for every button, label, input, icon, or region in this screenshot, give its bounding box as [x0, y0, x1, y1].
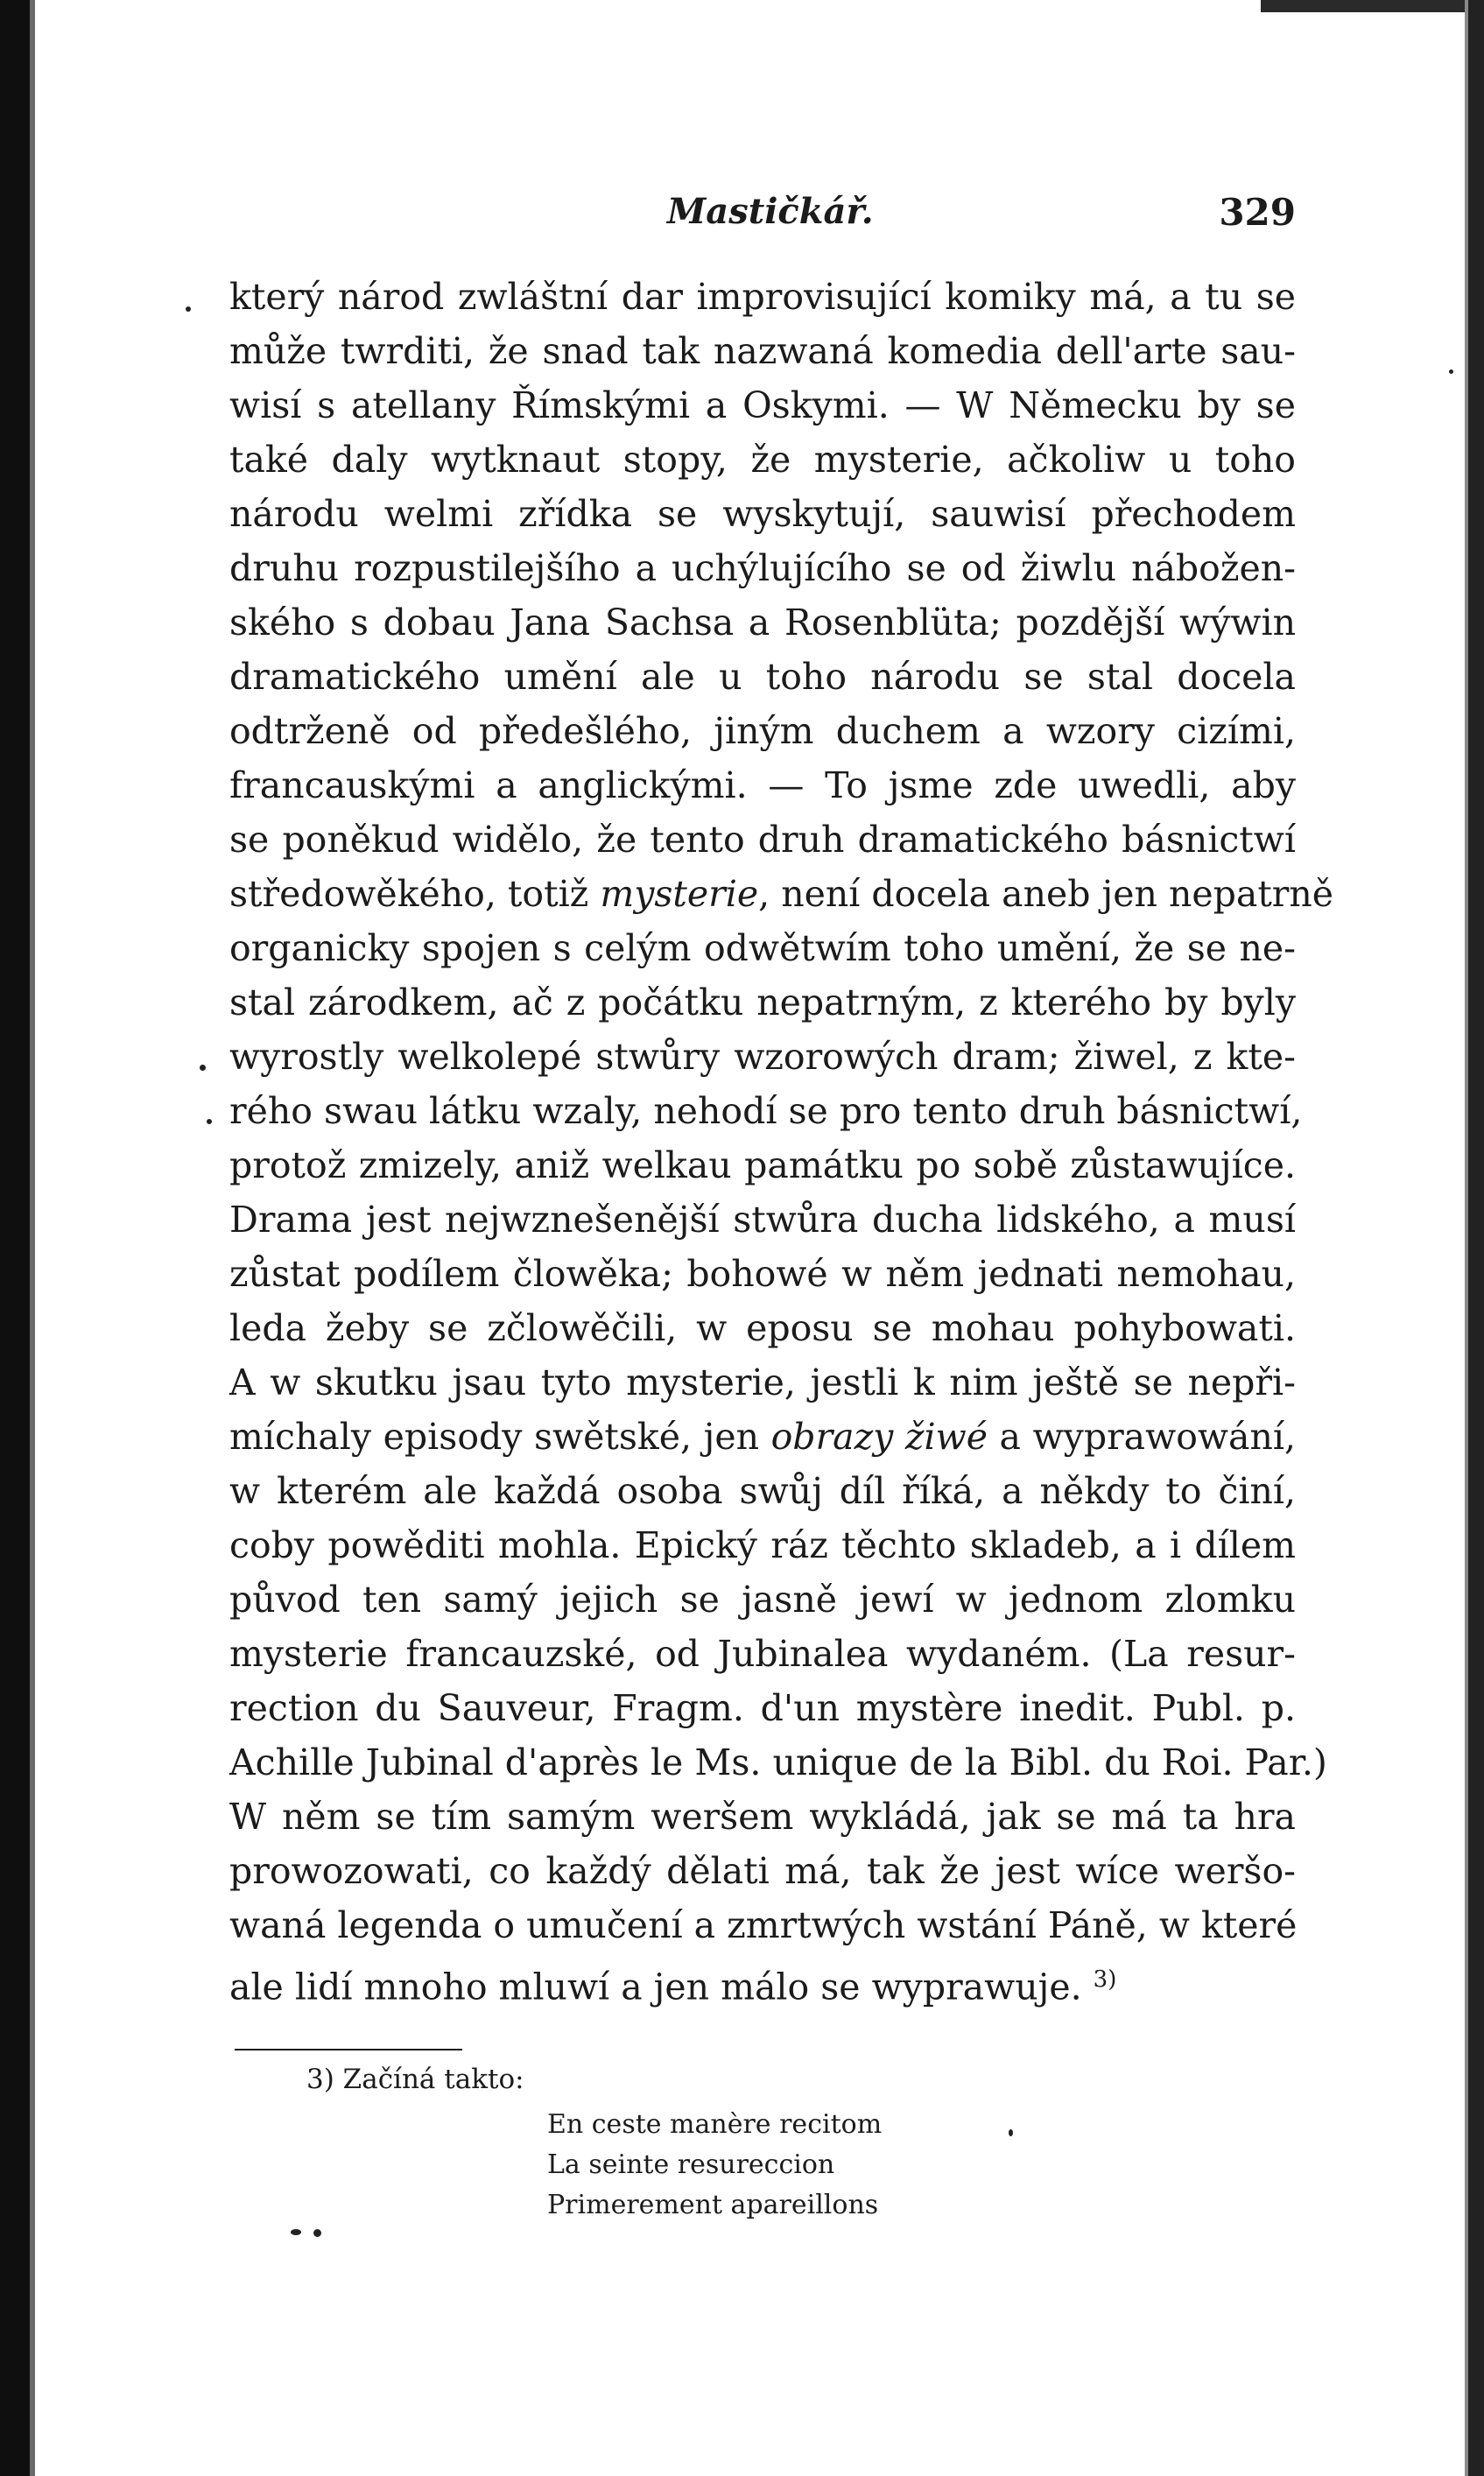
- text-line: W něm se tím samým weršem wykládá, jak se má ta hra: [229, 1796, 1296, 1838]
- italic-term: mysterie: [600, 873, 759, 915]
- verse-line: La seinte resureccion: [547, 2149, 835, 2180]
- text-line: leda žeby se zčlowěčili, w eposu se mohau pohybowati.: [229, 1307, 1296, 1349]
- text-line: waná legenda o umučení a zmrtwých wstání Páně, w které: [229, 1904, 1298, 1946]
- scan-speck: [313, 2229, 321, 2237]
- text-line: prowozowati, co každý dělati má, tak že jest wíce weršo-: [229, 1850, 1296, 1892]
- scan-edge-top: [1261, 0, 1484, 12]
- text-line: wisí s atellany Římskými a Oskymi. — W Německu by se: [229, 384, 1296, 426]
- text-line-with-italic: [229, 1410, 1296, 1464]
- footnote-marker[interactable]: 3): [1093, 1966, 1117, 1993]
- text-line: druhu rozpustilejšího a uchýlujícího se od žiwlu nábožen-: [229, 547, 1296, 589]
- text-line: Achille Jubinal d'après le Ms. unique de la Bibl. du Roi. Par.): [229, 1741, 1327, 1783]
- text-line: francauskými a anglickými. — To jsme zde uwedli, aby: [229, 764, 1296, 806]
- text-line: ského s dobau Jana Sachsa a Rosenblüta; pozdější wýwin: [229, 601, 1296, 644]
- footnote-divider: [235, 2049, 462, 2050]
- text-line: coby powěditi mohla. Epický ráz těchto skladeb, a i dílem: [229, 1524, 1296, 1566]
- text-segment: a wyprawowání,: [987, 1416, 1296, 1458]
- italic-term: obrazy žiwé: [770, 1416, 988, 1458]
- scan-speck: [1009, 2129, 1013, 2136]
- text-line: A w skutku jsau tyto mysterie, jestli k nim ještě se nepři-: [229, 1361, 1296, 1403]
- text-line: wyrostly welkolepé stwůry wzorowých dram; žiwel, z kte-: [229, 1036, 1296, 1078]
- running-title: Mastičkář.: [667, 191, 874, 232]
- text-line: dramatického umění ale u toho národu se stal docela: [229, 656, 1296, 698]
- text-line: rection du Sauveur, Fragm. d'un mystère inedit. Publ. p.: [229, 1687, 1296, 1729]
- text-segment: ale lidí mnoho mluwí a jen málo se wyprawuje.: [229, 1966, 1094, 2008]
- text-line: odtrženě od předešlého, jiným duchem a wzory cizími,: [229, 710, 1296, 752]
- page-number: 329: [1219, 191, 1296, 234]
- text-segment: středowěkého, totiž: [229, 873, 601, 915]
- text-line: rého swau látku wzaly, nehodí se pro tento druh básnictwí,: [229, 1090, 1303, 1132]
- text-line: také daly wytknaut stopy, že mysterie, ačkoliw u toho: [229, 439, 1296, 481]
- verse-line: En ceste manère recitom: [547, 2109, 883, 2140]
- text-line: původ ten samý jejich se jasně jewí w jednom zlomku: [229, 1579, 1296, 1621]
- text-segment: míchaly episody swětské, jen: [229, 1416, 771, 1458]
- text-line-with-italic: [229, 867, 1334, 921]
- scan-speck: [200, 1065, 206, 1071]
- text-line: protož zmizely, aniž welkau památku po sobě zůstawujíce.: [229, 1144, 1296, 1186]
- scan-speck: [291, 2229, 301, 2235]
- text-line: se poněkud widělo, že tento druh dramatického básnictwí: [229, 819, 1296, 861]
- text-line: může twrditi, že snad tak nazwaná komedia dell'arte sau-: [229, 330, 1296, 372]
- body-text: [229, 270, 1334, 2008]
- text-segment: , není docela aneb jen nepatrně: [758, 873, 1334, 915]
- text-line: který národ zwláštní dar improvisující komiky má, a tu se: [229, 276, 1296, 318]
- text-line-last: [229, 1952, 1296, 2007]
- footnote-verse: [547, 2105, 882, 2226]
- scan-speck: [1449, 369, 1453, 374]
- text-line: organicky spojen s celým odwětwím toho umění, že se ne-: [229, 927, 1296, 969]
- scan-speck: [207, 1119, 212, 1124]
- scan-edge-right: [1468, 0, 1484, 2476]
- verse-line: Primerement apareillons: [547, 2190, 879, 2220]
- text-line: národu welmi zřídka se wyskytují, sauwisí přechodem: [229, 493, 1296, 535]
- text-line: mysterie francauzské, od Jubinalea wydaném. (La resur-: [229, 1633, 1296, 1675]
- scan-edge-shadow: [30, 0, 35, 2476]
- text-line: Drama jest nejwznešenější stwůra ducha lidského, a musí: [229, 1199, 1296, 1241]
- footnote-label: 3) Začíná takto:: [306, 2064, 524, 2095]
- scan-edge-left: [0, 0, 30, 2476]
- scan-speck: [186, 306, 191, 312]
- text-line: w kterém ale každá osoba swůj díl říká, a někdy to činí,: [229, 1470, 1296, 1512]
- text-line: stal zárodkem, ač z počátku nepatrným, z kterého by byly: [229, 981, 1296, 1023]
- page-header: [229, 191, 1296, 243]
- text-line: zůstat podílem člowěka; bohowé w něm jednati nemohau,: [229, 1253, 1296, 1295]
